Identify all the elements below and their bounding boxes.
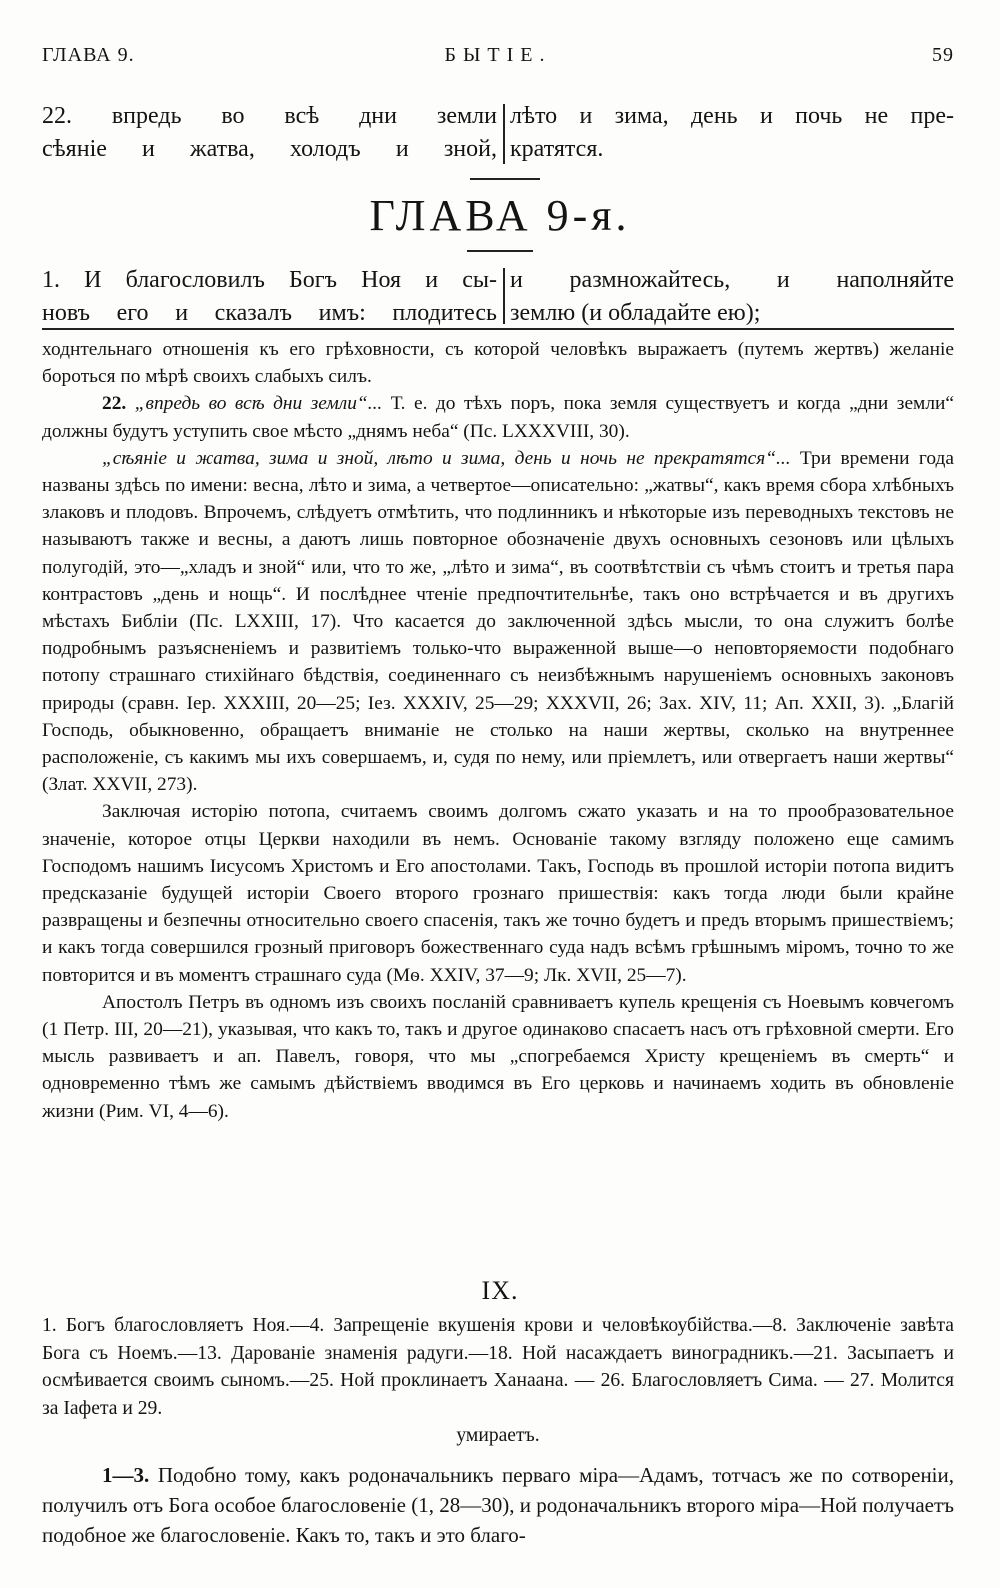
word: наполняйте [836,267,954,293]
verse-line [42,297,497,330]
commentary-text: Подобно тому, какъ родоначальникъ перваго міра—Адамъ, тотчасъ же по сотвореніи, получилъ отъ Бога особое благословеніе (1, 28—30), и родоначальникъ второго міра—Ной получаетъ подобное же благословеніе. Какъ то, такъ и это благо- [42,1463,954,1547]
word: не [864,103,889,129]
word: сѣяніе [42,136,107,162]
word: жатва, [190,136,255,162]
word: сказалъ [214,300,293,326]
word: 22. [42,103,72,129]
word: его [116,300,149,326]
word: плодитесь [392,300,497,326]
verse-number: 1—3. [102,1463,150,1487]
word: почь [795,103,843,129]
word: всѣ [284,103,320,129]
commentary-text: Три времени года названы здѣсь по имени: весна, лѣто и зима, а четвертое—описательно: „жатвы“, какъ время сбора хлѣбныхъ злаковъ и плодовъ. Впрочемъ, слѣдуетъ отмѣтить, что подлинникъ и нѣкоторые изъ переводныхъ текстовъ не называютъ также и весны, а даютъ лишь повторное обозначеніе двухъ основныхъ сезоновъ или цѣлыхъ полугодій, это—„хладъ и зной“ или, что то же, „лѣто и зима“, въ соотвѣтствіи съ чѣмъ стоитъ и третья пара контрастовъ „день и нощь“. И послѣднее чтеніе предпочтительнѣе, такъ оно встрѣчается и въ другихъ мѣстахъ Библіи (Пс. LXXIII, 17). Что касается до заключенной здѣсь мысли, то она служитъ болѣе подробнымъ разъясненіемъ и развитіемъ только-что выраженной выше—о неповторяемости подобнаго потопу страшнаго стихійнаго бѣдствія, соединеннаго съ неизбѣжнымъ нарушеніемъ основныхъ законовъ природы (сравн. Іер. XXXIII, 20—25; Іез. XXXIV, 25—29; XXXVII, 26; Зах. XIV, 11; Ап. XXII, 3). „Благій Господь, обыкновенно, обращаетъ вниманіе не столько на наши жертвы, сколько на внутреннее расположеніе, съ какимъ мы ихъ совершаемъ, и, судя по нему, или пріемлетъ, или отвергаетъ наши жертвы“ (Злат. XXVII, 273). [42,447,954,796]
word: впредь [111,103,182,129]
word: и [579,103,593,129]
commentary-section-start [42,1460,954,1550]
summary-last-line: умираетъ. [456,1425,540,1447]
verse-22-right-column [510,100,954,166]
word: и [759,103,773,129]
commentary [42,336,954,1125]
divider-rule [467,250,533,252]
running-header [42,44,954,74]
column-separator [503,104,505,164]
word: зной, [443,136,497,162]
word: Ноя [361,267,402,293]
word: пре- [910,103,954,129]
word: зима, [614,103,669,129]
commentary-paragraph [42,390,954,444]
section-numeral: IX. [481,1276,519,1305]
word: 1. [42,267,60,293]
word: размножайтесь, [569,267,731,293]
word: дни [359,103,397,129]
verse-1-block [42,264,954,334]
verse-line [510,100,954,133]
word: день [690,103,738,129]
word: земли [436,103,497,129]
header-book-title: БЫТІЕ. [444,44,552,66]
verse-line [510,264,954,297]
commentary-paragraph: ходнтельнаго отношенія къ его грѣховности, съ которой человѣкъ выражаетъ (путемъ жертвъ) желаніе бороться по мѣрѣ своихъ слабыхъ силъ. [42,339,954,388]
word: во [221,103,245,129]
word: лѣто [510,103,558,129]
word: новъ [42,300,90,326]
word: и [142,136,155,162]
column-separator [503,268,505,324]
verse-22-block [42,100,954,170]
divider-rule [470,178,540,180]
word: и [175,300,189,326]
verse-line: кратятся. [510,136,604,162]
chapter-summary [42,1312,954,1450]
page-number: 59 [932,44,954,66]
verse-22-left-column [42,100,497,166]
commentary-paragraph [42,1460,954,1550]
verse-quote: „впредь во всѣ дни земли“... [134,393,383,415]
summary-text: 1. Богъ благословляетъ Ноя.—4. Запрещеніе вкушенія крови и человѣкоубійства.—8. Заключеніе завѣта Бога съ Ноемъ.—13. Дарованіе знаменія радуги.—18. Ной насаждаетъ виноградникъ.—21. Засыпаетъ и осмѣивается своимъ сыномъ.—25. Ной проклинаетъ Ханаана. — 26. Благословляетъ Сима. — 27. Молится за Іафета и 29. [42,1315,954,1419]
verse-line: землю (и обладайте ею); [510,300,761,326]
word: сы- [462,267,497,293]
word: и [776,267,790,293]
verse-number: 22. [102,393,127,415]
verse-1-right-column [510,264,954,330]
verse-line [42,100,497,133]
text-commentary-divider [42,328,954,330]
word: имъ: [318,300,366,326]
header-chapter: ГЛАВА 9. [42,44,135,66]
commentary-paragraph: Апостолъ Петръ въ одномъ изъ своихъ посланій сравниваетъ купель крещенія съ Ноевымъ ковчегомъ (1 Петр. III, 20—21), указывая, что какъ то, такъ и другое одинаково спасаетъ насъ отъ грѣховной смерти. Его мысль развиваетъ и ап. Павелъ, говоря, что мы „спогребаемся Христу крещеніемъ въ смерть“ и одновременно тѣмъ же самымъ дѣйствіемъ вводимся въ Его церковь и начинаемъ ходить въ обновленіе жизни (Рим. VI, 4—6). [42,991,954,1122]
word: и [510,267,523,293]
verse-1-left-column [42,264,497,330]
word: и [425,267,439,293]
word: и [395,136,409,162]
commentary-paragraph [42,445,954,799]
commentary-text: Т. е. до тѣхъ поръ, пока земля существуетъ и когда „дни земли“ должны будутъ уступить свое мѣсто „днямъ неба“ (Пс. LXXXVIII, 30). [42,393,954,442]
verse-line [42,133,497,166]
verse-quote: „сѣяніе и жатва, зима и зной, лѣто и зима, день и ночь не прекратятся“... [102,447,791,469]
word: благословилъ [125,267,265,293]
verse-line [42,264,497,297]
commentary-paragraph: Заключая исторію потопа, считаемъ своимъ долгомъ сжато указать и на то прообразовательное значеніе, которое отцы Церкви находили въ немъ. Основаніе такому взгляду положено еще самимъ Господомъ нашимъ Іисусомъ Христомъ и Его апостолами. Такъ, Господь въ прошлой исторіи потопа видитъ предсказаніе будущей исторіи Своего второго грознаго пришествія: какъ тогда люди были крайне развращены и безпечны относительно своего спасенія, такъ же точно будетъ и предъ вторымъ пришествіемъ; и какъ тогда совершился грозный приговоръ божественнаго суда надъ всѣмъ грѣшнымъ міромъ, точно то же повторится и въ моментъ страшнаго суда (Мѳ. XXIV, 37—9; Лк. XVII, 25—7). [42,801,954,986]
word: холодъ [289,136,361,162]
chapter-title: ГЛАВА 9-я. [369,191,631,240]
word: Богъ [289,267,338,293]
word: И [84,267,102,293]
